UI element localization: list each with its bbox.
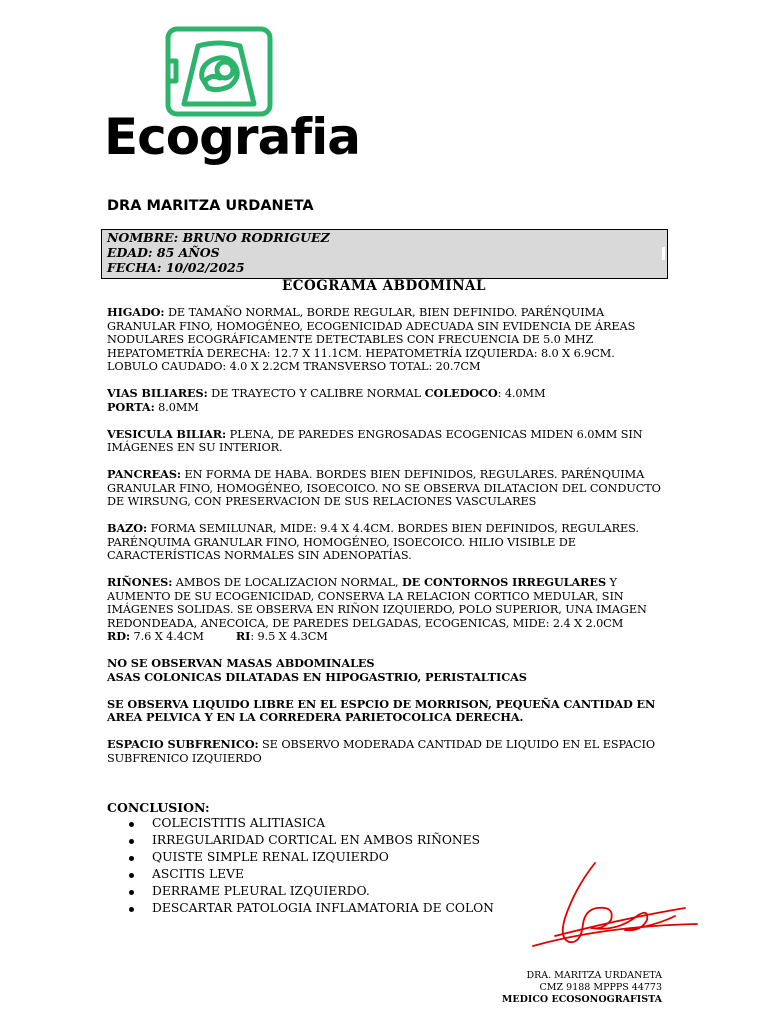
exam-date: FECHA: 10/02/2025 bbox=[107, 260, 245, 275]
conclusion-item: DERRAME PLEURAL IZQUIERDO. bbox=[107, 883, 494, 900]
coledoco-label: COLEDOCO bbox=[424, 386, 498, 400]
report-title: ECOGRAMA ABDOMINAL bbox=[281, 278, 487, 294]
porta-label: PORTA: bbox=[107, 399, 155, 414]
finding-subfrenico bbox=[107, 738, 667, 765]
finding-text: DE TRAYECTO Y CALIBRE NORMAL bbox=[207, 387, 425, 400]
asas-text: ASAS COLONICAS DILATADAS EN HIPOGASTRIO, PERISTALTICAS bbox=[107, 669, 527, 684]
finding-bazo bbox=[107, 522, 667, 563]
finding-liquido bbox=[107, 698, 667, 725]
finding-label: BAZO: bbox=[107, 521, 148, 535]
conclusion-item: COLECISTITIS ALITIASICA bbox=[107, 815, 494, 832]
rd-label: RD: bbox=[107, 629, 131, 643]
finding-label: VIAS BILIARES: bbox=[107, 386, 208, 400]
signature-block bbox=[470, 970, 662, 1006]
masas-text: NO SE OBSERVAN MASAS ABDOMINALES bbox=[107, 656, 375, 670]
signer-name: DRA. MARITZA URDANETA bbox=[526, 970, 662, 981]
finding-text: DE TAMAÑO NORMAL, BORDE REGULAR, BIEN DEFINIDO. PARÉNQUIMA GRANULAR FINO, HOMOGÉNEO, ECOGENICIDAD ADECUADA SIN EVIDENCIA DE ÁREAS NODULARES ECOGRÁFICAMENTE DETECTABLES CON FRECUENCIA DE 5.0 MHZ HEPATOMETRÍA DERECHA: 12.7 X 11.1CM. HEPATOMETRÍA IZQUIERDA: 8.0 X 6.9CM. LOBULO CAUDADO: 4.0 X 2.2CM TRANSVERSO TOTAL: 20.7CM bbox=[107, 306, 636, 373]
finding-text: Y AUMENTO DE SU ECOGENICIDAD, CONSERVA LA RELACION CORTICO MEDULAR, SIN IMÁGENES SOLIDAS. SE OBSERVA EN RIÑON IZQUIERDO, POLO SUPERIOR, UNA IMAGEN REDONDEADA, ANECOICA, DE PAREDES DELGADAS, ECOGENICAS, MIDE: 2.4 X 2.0CM bbox=[107, 576, 647, 630]
finding-pancreas bbox=[107, 468, 667, 509]
patient-age: EDAD: 85 AÑOS bbox=[107, 245, 220, 260]
finding-text: AMBOS DE LOCALIZACION NORMAL, bbox=[172, 576, 402, 589]
finding-vias-biliares bbox=[107, 387, 667, 414]
porta-value: 8.0MM bbox=[154, 400, 199, 414]
coledoco-value: : 4.0MM bbox=[497, 387, 546, 400]
conclusion-heading: CONCLUSION: bbox=[107, 800, 210, 815]
finding-text: EN FORMA DE HABA. BORDES BIEN DEFINIDOS, REGULARES. PARÉNQUIMA GRANULAR FINO, HOMOGÉNEO, ISOECOICO. NO SE OBSERVA DILATACION DEL CONDUCTO DE WIRSUNG, CON PRESERVACION DE SUS RELACIONES VASCULARES bbox=[107, 468, 661, 508]
finding-label: PANCREAS: bbox=[107, 467, 181, 481]
finding-label: VESICULA BILIAR: bbox=[107, 426, 227, 441]
finding-rinones bbox=[107, 576, 667, 644]
rd-value: 7.6 X 4.4CM bbox=[130, 630, 204, 643]
finding-label: RIÑONES: bbox=[107, 575, 173, 589]
finding-emphasis: DE CONTORNOS IRREGULARES bbox=[401, 575, 606, 589]
finding-text: PLENA, DE PAREDES ENGROSADAS ECOGENICAS MIDEN 6.0MM SIN IMÁGENES EN SU INTERIOR. bbox=[107, 427, 643, 454]
liquido-text: SE OBSERVA LIQUIDO LIBRE EN EL ESPCIO DE MORRISON, PEQUEÑA CANTIDAD EN AREA PELVICA Y EN LA CORREDERA PARIETOCOLICA DERECHA. bbox=[107, 696, 656, 724]
conclusion-item: IRREGULARIDAD CORTICAL EN AMBOS RIÑONES bbox=[107, 832, 494, 849]
patient-info-box bbox=[101, 229, 668, 279]
signer-license: CMZ 9188 MPPPS 44773 bbox=[539, 982, 662, 993]
finding-higado bbox=[107, 306, 667, 374]
finding-label: ESPACIO SUBFRENICO: bbox=[107, 737, 259, 751]
patient-name: NOMBRE: BRUNO RODRIGUEZ bbox=[107, 230, 330, 245]
report-body bbox=[107, 306, 667, 779]
finding-label: HIGADO: bbox=[107, 305, 165, 319]
finding-text: FORMA SEMILUNAR, MIDE: 9.4 X 4.4CM. BORDES BIEN DEFINIDOS, REGULARES. PARÉNQUIMA GRANULAR FINO, HOMOGÉNEO, ISOECOICO. HILIO VISIBLE DE CARACTERÍSTICAS NORMALES SIN ADENOPATÍAS. bbox=[107, 522, 639, 562]
conclusion-list bbox=[107, 815, 494, 917]
conclusion-item: DESCARTAR PATOLOGIA INFLAMATORIA DE COLON bbox=[107, 900, 494, 917]
ri-label: RI bbox=[235, 629, 251, 643]
finding-masas bbox=[107, 657, 667, 684]
signer-role: MEDICO ECOSONOGRAFISTA bbox=[501, 994, 662, 1005]
doctor-name-header: DRA MARITZA URDANETA bbox=[107, 198, 314, 214]
text-cursor bbox=[662, 247, 665, 260]
conclusion-item: QUISTE SIMPLE RENAL IZQUIERDO bbox=[107, 849, 494, 866]
logo-text: Ecografia bbox=[104, 108, 360, 166]
ri-value: : 9.5 X 4.3CM bbox=[250, 630, 328, 643]
conclusion-item: ASCITIS LEVE bbox=[107, 866, 494, 883]
handwritten-signature bbox=[525, 858, 705, 958]
finding-text: SE OBSERVO MODERADA CANTIDAD DE LIQUIDO EN EL ESPACIO SUBFRENICO IZQUIERDO bbox=[107, 738, 656, 765]
finding-vesicula bbox=[107, 428, 667, 455]
